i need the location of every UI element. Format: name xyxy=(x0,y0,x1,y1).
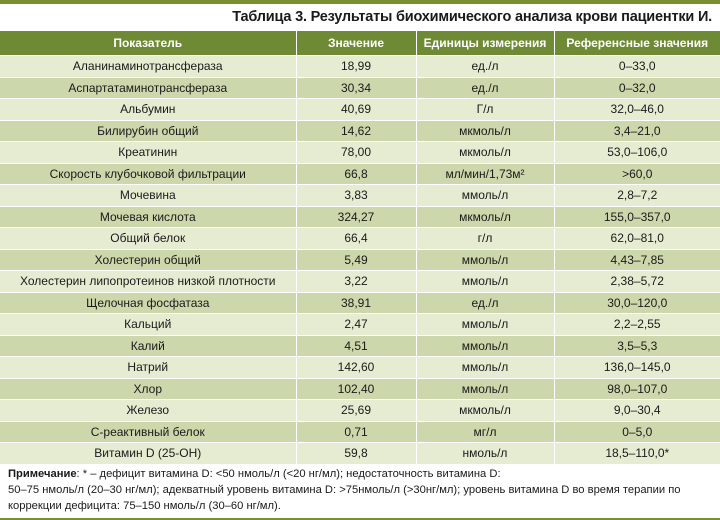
cell-reference: 0–33,0 xyxy=(554,56,720,78)
cell-value: 102,40 xyxy=(296,378,416,400)
cell-indicator: Витамин D (25-OH) xyxy=(0,443,296,465)
table-row xyxy=(0,163,720,185)
cell-reference: 0–32,0 xyxy=(554,77,720,99)
cell-units: ед./л xyxy=(416,56,554,78)
cell-reference: 155,0–357,0 xyxy=(554,206,720,228)
cell-units: ммоль/л xyxy=(416,335,554,357)
cell-value: 66,8 xyxy=(296,163,416,185)
cell-units: мг/л xyxy=(416,421,554,443)
cell-reference: 2,38–5,72 xyxy=(554,271,720,293)
footnote-line-1 xyxy=(8,466,714,482)
cell-indicator: Мочевина xyxy=(0,185,296,207)
cell-indicator: Мочевая кислота xyxy=(0,206,296,228)
cell-units: ед./л xyxy=(416,77,554,99)
table-row xyxy=(0,185,720,207)
cell-reference: 3,4–21,0 xyxy=(554,120,720,142)
cell-indicator: Щелочная фосфатаза xyxy=(0,292,296,314)
cell-units: ммоль/л xyxy=(416,249,554,271)
table-row xyxy=(0,314,720,336)
cell-reference: 62,0–81,0 xyxy=(554,228,720,250)
table-title: Таблица 3. Результаты биохимического анализа крови пациентки И. xyxy=(232,9,712,25)
top-accent-bar xyxy=(0,0,720,4)
cell-value: 40,69 xyxy=(296,99,416,121)
table-row xyxy=(0,378,720,400)
table-row xyxy=(0,400,720,422)
footnote-line-2: 50–75 нмоль/л (20–30 нг/мл); адекватный уровень витамина D: >75нмоль/л (>30нг/мл); уровень витамина D во время терапии по xyxy=(8,484,681,496)
cell-reference: 98,0–107,0 xyxy=(554,378,720,400)
cell-reference: 0–5,0 xyxy=(554,421,720,443)
footnote-text-1: : * – дефицит витамина D: <50 нмоль/л (<20 нг/мл); недостаточность витамина D: xyxy=(76,468,501,480)
table-row xyxy=(0,292,720,314)
cell-value: 3,22 xyxy=(296,271,416,293)
table-row xyxy=(0,421,720,443)
cell-reference: 3,5–5,3 xyxy=(554,335,720,357)
cell-reference: 53,0–106,0 xyxy=(554,142,720,164)
cell-value: 30,34 xyxy=(296,77,416,99)
cell-reference: 30,0–120,0 xyxy=(554,292,720,314)
table-row xyxy=(0,99,720,121)
cell-units: ммоль/л xyxy=(416,185,554,207)
header-units: Единицы измерения xyxy=(416,31,554,56)
cell-value: 3,83 xyxy=(296,185,416,207)
cell-units: ммоль/л xyxy=(416,378,554,400)
table-row xyxy=(0,77,720,99)
cell-indicator: Креатинин xyxy=(0,142,296,164)
cell-reference: 18,5–110,0* xyxy=(554,443,720,465)
header-value: Значение xyxy=(296,31,416,56)
header-indicator: Показатель xyxy=(0,31,296,56)
cell-value: 5,49 xyxy=(296,249,416,271)
table-row xyxy=(0,271,720,293)
cell-reference: 4,43–7,85 xyxy=(554,249,720,271)
cell-units: ммоль/л xyxy=(416,314,554,336)
cell-reference: 9,0–30,4 xyxy=(554,400,720,422)
cell-reference: 2,2–2,55 xyxy=(554,314,720,336)
header-reference: Референсные значения xyxy=(554,31,720,56)
cell-indicator: Общий белок xyxy=(0,228,296,250)
cell-units: ммоль/л xyxy=(416,271,554,293)
table-row xyxy=(0,228,720,250)
cell-indicator: Билирубин общий xyxy=(0,120,296,142)
cell-value: 25,69 xyxy=(296,400,416,422)
cell-indicator: С-реактивный белок xyxy=(0,421,296,443)
table-row xyxy=(0,206,720,228)
cell-value: 2,47 xyxy=(296,314,416,336)
cell-indicator: Скорость клубочковой фильтрации xyxy=(0,163,296,185)
cell-indicator: Альбумин xyxy=(0,99,296,121)
table-body xyxy=(0,56,720,465)
cell-indicator: Хлор xyxy=(0,378,296,400)
cell-reference: 32,0–46,0 xyxy=(554,99,720,121)
table-row xyxy=(0,142,720,164)
cell-reference: >60,0 xyxy=(554,163,720,185)
table-row xyxy=(0,56,720,78)
cell-units: мкмоль/л xyxy=(416,142,554,164)
cell-reference: 136,0–145,0 xyxy=(554,357,720,379)
cell-indicator: Аланинаминотрансфераза xyxy=(0,56,296,78)
cell-units: мкмоль/л xyxy=(416,400,554,422)
cell-value: 78,00 xyxy=(296,142,416,164)
table-row xyxy=(0,357,720,379)
table-row xyxy=(0,335,720,357)
cell-value: 324,27 xyxy=(296,206,416,228)
cell-value: 0,71 xyxy=(296,421,416,443)
cell-indicator: Холестерин липопротеинов низкой плотности xyxy=(0,271,296,293)
cell-units: г/л xyxy=(416,228,554,250)
cell-indicator: Аспартатаминотрансфераза xyxy=(0,77,296,99)
cell-value: 66,4 xyxy=(296,228,416,250)
cell-units: ммоль/л xyxy=(416,357,554,379)
cell-value: 18,99 xyxy=(296,56,416,78)
cell-value: 14,62 xyxy=(296,120,416,142)
cell-reference: 2,8–7,2 xyxy=(554,185,720,207)
cell-value: 38,91 xyxy=(296,292,416,314)
cell-indicator: Натрий xyxy=(0,357,296,379)
cell-indicator: Холестерин общий xyxy=(0,249,296,271)
cell-units: мкмоль/л xyxy=(416,120,554,142)
table-row xyxy=(0,443,720,465)
cell-indicator: Железо xyxy=(0,400,296,422)
cell-value: 142,60 xyxy=(296,357,416,379)
biochemistry-table xyxy=(0,31,720,465)
footnote-line-3: коррекции дефицита: 75–150 нмоль/л (30–60 нг/мл). xyxy=(8,500,281,512)
cell-value: 59,8 xyxy=(296,443,416,465)
cell-indicator: Калий xyxy=(0,335,296,357)
cell-value: 4,51 xyxy=(296,335,416,357)
cell-units: ед./л xyxy=(416,292,554,314)
cell-units: нмоль/л xyxy=(416,443,554,465)
cell-units: мкмоль/л xyxy=(416,206,554,228)
cell-units: Г/л xyxy=(416,99,554,121)
table-row xyxy=(0,120,720,142)
table-row xyxy=(0,249,720,271)
table-footnote xyxy=(8,466,714,514)
footnote-label: Примечание xyxy=(8,468,77,480)
cell-indicator: Кальций xyxy=(0,314,296,336)
cell-units: мл/мин/1,73м² xyxy=(416,163,554,185)
table-header-row xyxy=(0,31,720,56)
